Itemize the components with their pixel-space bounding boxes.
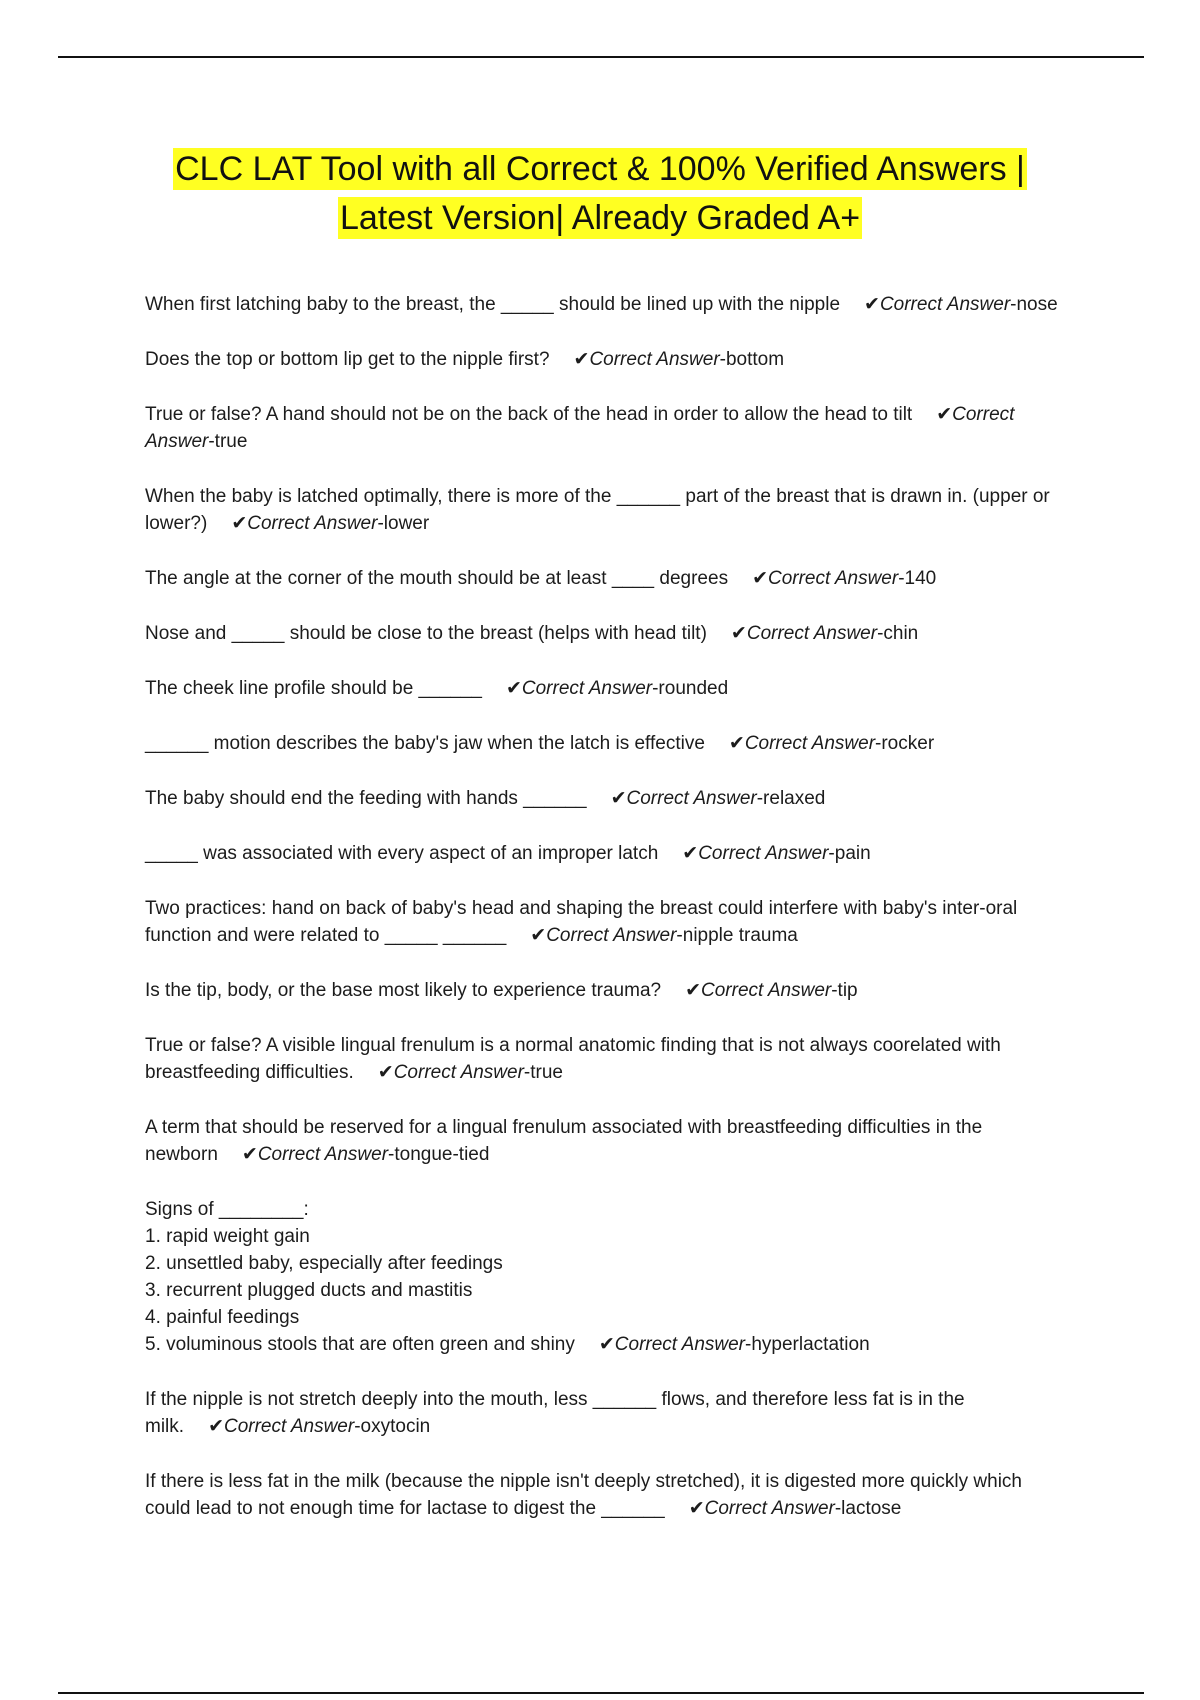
- answer-signature: [729, 733, 934, 754]
- correct-answer-label: Correct Answer: [879, 294, 1011, 315]
- answer-text: -oxytocin: [354, 1416, 431, 1437]
- bottom-rule: [58, 1692, 1144, 1694]
- answer-text: -hyperlactation: [745, 1334, 870, 1355]
- correct-answer-label: Correct Answer: [589, 349, 720, 370]
- answer-text: -rounded: [652, 678, 729, 699]
- check-icon: ✔: [377, 1062, 394, 1083]
- check-icon: ✔: [530, 925, 547, 946]
- question-line: 2. unsettled baby, especially after feedings: [145, 1253, 503, 1274]
- answer-signature: [506, 678, 728, 699]
- question-text: _____ was associated with every aspect of an improper latch: [145, 843, 659, 864]
- check-icon: ✔: [864, 294, 880, 315]
- correct-answer-label: Correct Answer: [746, 623, 878, 644]
- qa-item: [145, 1114, 1065, 1168]
- correct-answer-label: Correct Answer: [546, 925, 677, 946]
- qa-item: [145, 675, 1065, 702]
- check-icon: ✔: [598, 1334, 615, 1355]
- correct-answer-label: Correct Answer: [701, 980, 832, 1001]
- question-text: Does the top or bottom lip get to the nipple first?: [145, 349, 550, 370]
- qa-list: [145, 291, 1065, 1550]
- check-icon: ✔: [730, 623, 747, 644]
- qa-item: [145, 1386, 1065, 1440]
- check-icon: ✔: [241, 1144, 258, 1165]
- answer-signature: [231, 513, 429, 534]
- question-line: 4. painful feedings: [145, 1307, 300, 1328]
- check-icon: ✔: [682, 843, 699, 864]
- correct-answer-label: Correct Answer: [614, 1334, 746, 1355]
- check-icon: ✔: [231, 513, 248, 534]
- check-icon: ✔: [752, 568, 768, 589]
- correct-answer-label: Correct Answer: [626, 788, 757, 809]
- correct-answer-label: Correct Answer: [767, 568, 899, 589]
- qa-item: [145, 840, 1065, 867]
- answer-signature: [611, 788, 826, 809]
- question-text: Two practices: hand on back of baby's head and shaping the breast could interfere with baby's inter-oral function and were related to _____ ______: [145, 898, 1018, 946]
- answer-text: -tongue-tied: [388, 1144, 490, 1165]
- question-text: True or false? A visible lingual frenulum is a normal anatomic finding that is not always coorelated with breastfeeding difficulties.: [145, 1035, 1001, 1083]
- check-icon: ✔: [728, 733, 745, 754]
- qa-item: [145, 1032, 1065, 1086]
- answer-text: -true: [523, 1062, 563, 1083]
- question-text: If the nipple is not stretch deeply into the mouth, less ______ flows, and therefore less fat is in the milk.: [145, 1389, 965, 1437]
- answer-text: -140: [898, 568, 937, 589]
- question-text: True or false? A hand should not be on the back of the head in order to allow the head to tilt: [145, 404, 913, 425]
- correct-answer-label: Correct Answer: [744, 733, 876, 754]
- answer-signature: [685, 980, 858, 1001]
- answer-text: -chin: [877, 623, 919, 644]
- answer-text: -relaxed: [756, 788, 826, 809]
- correct-answer-label: Correct Answer: [257, 1144, 389, 1165]
- qa-item: [145, 620, 1065, 647]
- answer-signature: [574, 349, 785, 370]
- question-line: 1. rapid weight gain: [145, 1226, 310, 1247]
- qa-item: [145, 895, 1065, 949]
- answer-text: -pain: [828, 843, 871, 864]
- check-icon: ✔: [688, 1498, 705, 1519]
- check-icon: ✔: [573, 349, 590, 370]
- answer-signature: [599, 1334, 870, 1355]
- question-text: A term that should be reserved for a lingual frenulum associated with breastfeeding difficulties in the newborn: [145, 1117, 983, 1165]
- title-line-1: CLC LAT Tool with all Correct & 100% Verified Answers |: [175, 150, 1025, 188]
- qa-item: [145, 730, 1065, 757]
- question-text: When first latching baby to the breast, the _____ should be lined up with the nipple: [145, 294, 841, 315]
- answer-text: -rocker: [875, 733, 935, 754]
- question-line: Signs of ________:: [145, 1199, 309, 1220]
- correct-answer-label: Correct Answer: [247, 513, 378, 534]
- question-line: 5. voluminous stools that are often green and shiny: [145, 1334, 575, 1355]
- qa-item: [145, 291, 1065, 318]
- qa-item: [145, 483, 1065, 537]
- answer-signature: [731, 623, 918, 644]
- answer-text: -tip: [831, 980, 858, 1001]
- answer-text: -true: [208, 431, 248, 452]
- question-text: When the baby is latched optimally, there is more of the ______ part of the breast that is drawn in. (upper or lower?): [145, 486, 1050, 534]
- answer-signature: [682, 843, 870, 864]
- check-icon: ✔: [610, 788, 627, 809]
- question-text: The baby should end the feeding with hands ______: [145, 788, 587, 809]
- qa-item: [145, 977, 1065, 1004]
- qa-item: [145, 565, 1065, 592]
- qa-item-signs-list: [145, 1196, 1065, 1358]
- correct-answer-label: Correct Answer: [698, 843, 829, 864]
- correct-answer-label: Correct Answer: [393, 1062, 524, 1083]
- question-text: Nose and _____ should be close to the breast (helps with head tilt): [145, 623, 707, 644]
- question-text: The angle at the corner of the mouth should be at least ____ degrees: [145, 568, 729, 589]
- answer-text: -lower: [377, 513, 430, 534]
- answer-signature: [242, 1144, 490, 1165]
- correct-answer-label: Correct Answer: [521, 678, 653, 699]
- qa-item: [145, 346, 1065, 373]
- question-text: ______ motion describes the baby's jaw when the latch is effective: [145, 733, 705, 754]
- qa-item: [145, 785, 1065, 812]
- answer-signature: [752, 568, 936, 589]
- answer-signature: [530, 925, 798, 946]
- answer-signature: [378, 1062, 563, 1083]
- check-icon: ✔: [505, 678, 522, 699]
- qa-item: [145, 1468, 1065, 1522]
- question-text: Is the tip, body, or the base most likely to experience trauma?: [145, 980, 662, 1001]
- answer-signature: [689, 1498, 902, 1519]
- check-icon: ✔: [936, 404, 953, 425]
- answer-signature: [864, 294, 1058, 315]
- answer-text: -nipple trauma: [676, 925, 798, 946]
- question-line: 3. recurrent plugged ducts and mastitis: [145, 1280, 473, 1301]
- answer-text: -nose: [1010, 294, 1058, 315]
- question-text: The cheek line profile should be ______: [145, 678, 482, 699]
- check-icon: ✔: [208, 1416, 224, 1437]
- answer-signature: [208, 1416, 430, 1437]
- top-rule: [58, 56, 1144, 58]
- question-text: If there is less fat in the milk (because the nipple isn't deeply stretched), it is digested more quickly which could lead to not enough time for lactase to digest the ______: [145, 1471, 1022, 1519]
- title-line-2: Latest Version| Already Graded A+: [339, 199, 861, 237]
- correct-answer-label: Correct Answer: [223, 1416, 355, 1437]
- check-icon: ✔: [685, 980, 702, 1001]
- qa-item: [145, 401, 1065, 455]
- correct-answer-label: Correct Answer: [145, 404, 1015, 452]
- answer-text: -bottom: [719, 349, 785, 370]
- document-title: [100, 145, 1100, 243]
- answer-text: -lactose: [834, 1498, 902, 1519]
- correct-answer-label: Correct Answer: [704, 1498, 835, 1519]
